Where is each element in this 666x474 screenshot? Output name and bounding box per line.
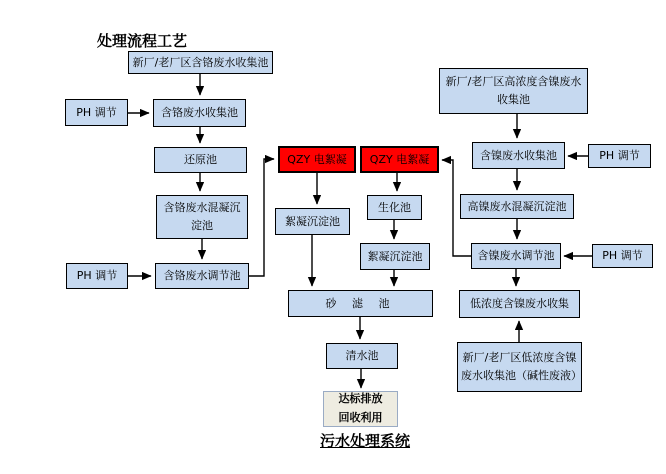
node-floc-sed-2: 絮凝沉淀池 — [360, 243, 430, 270]
node-ni-coag-sed: 高镍废水混凝沉淀池 — [460, 194, 574, 219]
node-result — [323, 391, 398, 427]
node-ni-source-high: 新厂/老厂区高浓度含镍废水收集池 — [439, 68, 588, 114]
node-ph-adjust-4: PH 调节 — [592, 244, 653, 268]
node-ph-adjust-2: PH 调节 — [66, 263, 128, 289]
node-ni-regulate: 含镍废水调节池 — [471, 243, 561, 269]
node-cr-regulate: 含铬废水调节池 — [155, 263, 249, 289]
node-clean-water: 清水池 — [326, 343, 398, 369]
node-ni-low-collect: 低浓度含镍废水收集 — [459, 290, 580, 318]
node-cr-source: 新厂/老厂区含铬废水收集池 — [128, 51, 273, 74]
node-ph-adjust-3: PH 调节 — [588, 144, 651, 168]
result-line-1: 达标排放 — [338, 392, 383, 406]
diagram-footer: 污水处理系统 — [320, 432, 411, 450]
node-ni-collect: 含镍废水收集池 — [472, 142, 565, 169]
node-cr-coag-sed: 含铬废水混凝沉淀池 — [156, 195, 248, 239]
node-ph-adjust-1: PH 调节 — [65, 99, 128, 126]
node-cr-collect: 含铬废水收集池 — [153, 99, 246, 127]
diagram-title: 处理流程工艺 — [97, 32, 188, 50]
node-ni-source-low: 新厂/老厂区低浓度含镍废水收集池（碱性废液） — [457, 342, 582, 392]
node-sand-filter: 砂 滤 池 — [288, 290, 433, 317]
node-qzy-electrocoag-1: QZY 电絮凝 — [278, 146, 356, 173]
result-line-2: 回收利用 — [338, 411, 383, 424]
node-floc-sed-1: 絮凝沉淀池 — [275, 208, 350, 235]
node-qzy-electrocoag-2: QZY 电絮凝 — [360, 146, 439, 173]
node-bio: 生化池 — [367, 195, 422, 220]
node-reduction: 还原池 — [154, 147, 247, 173]
